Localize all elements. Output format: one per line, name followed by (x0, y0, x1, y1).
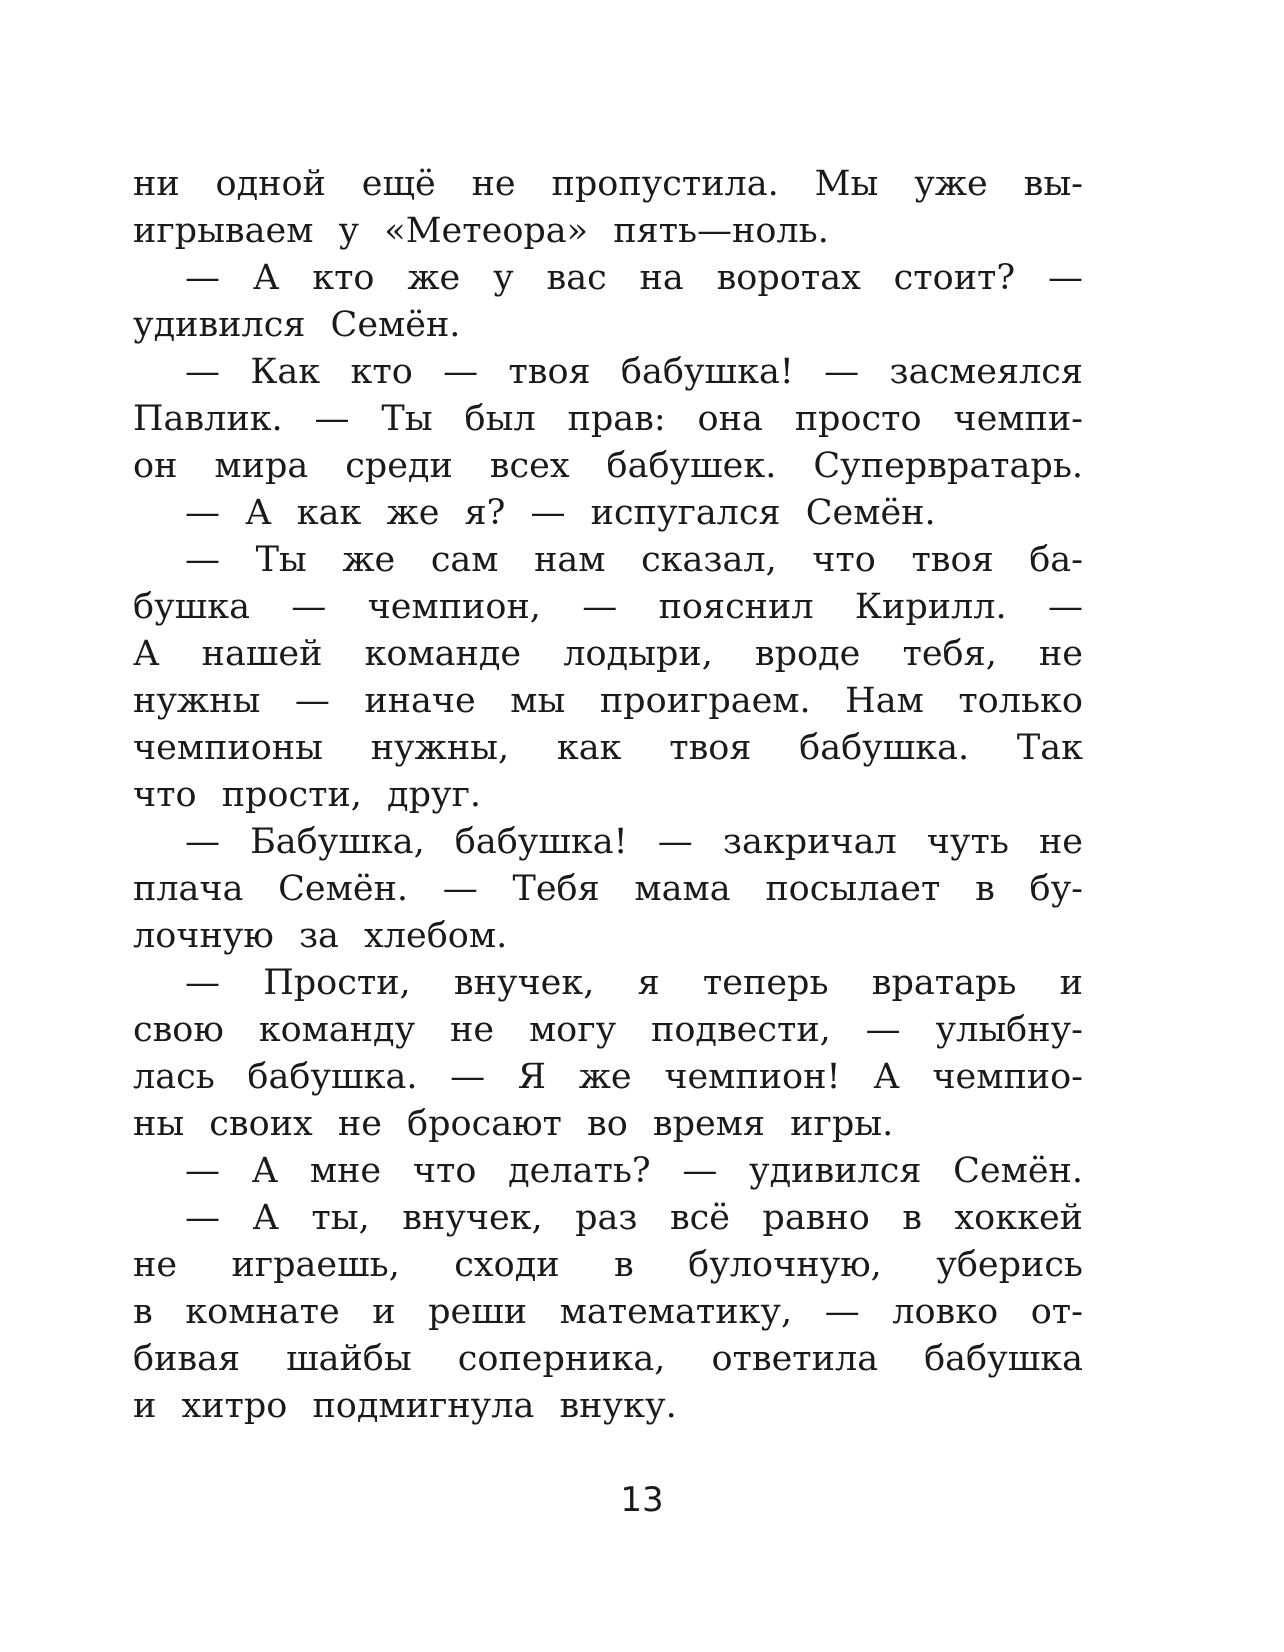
text-line: А нашей команде лодыри, вроде тебя, не (133, 634, 1083, 674)
story-text (133, 161, 1083, 1430)
text-line: — А как же я? — испугался Семён. (185, 493, 936, 533)
text-line: бушка — чемпион, — пояснил Кирилл. — (133, 587, 1083, 627)
text-line: ны своих не бросают во время игры. (133, 1104, 894, 1144)
text-line: — А мне что делать? — удивился Семён. (185, 1151, 1083, 1191)
text-line: игрываем у «Метеора» пять—ноль. (133, 211, 829, 251)
text-line: — А ты, внучек, раз всё равно в хоккей (185, 1198, 1083, 1238)
text-line: — Прости, внучек, я теперь вратарь и (185, 963, 1083, 1003)
text-line: — А кто же у вас на воротах стоит? — (185, 258, 1083, 298)
page-number: 13 (620, 1480, 664, 1520)
text-line: что прости, друг. (133, 775, 482, 815)
text-line: — Как кто — твоя бабушка! — засмеялся (185, 352, 1083, 392)
text-line: — Ты же сам нам сказал, что твоя ба- (185, 540, 1083, 580)
text-line: нужны — иначе мы проиграем. Нам только (133, 681, 1083, 721)
text-line: он мира среди всех бабушек. Супервратарь. (133, 446, 1083, 486)
text-line: удивился Семён. (133, 305, 461, 345)
text-line: — Бабушка, бабушка! — закричал чуть не (185, 822, 1083, 862)
text-line: чемпионы нужны, как твоя бабушка. Так (133, 728, 1083, 768)
text-line: бивая шайбы соперника, ответила бабушка (133, 1339, 1083, 1379)
text-line: и хитро подмигнула внуку. (133, 1386, 677, 1426)
text-line: ни одной ещё не пропустила. Мы уже вы- (133, 164, 1083, 204)
text-line: Павлик. — Ты был прав: она просто чемпи- (133, 399, 1083, 439)
text-line: плача Семён. — Тебя мама посылает в бу- (133, 869, 1083, 909)
text-line: лась бабушка. — Я же чемпион! А чемпио- (133, 1057, 1083, 1097)
text-line: в комнате и реши математику, — ловко от- (133, 1292, 1083, 1332)
text-line: не играешь, сходи в булочную, уберись (133, 1245, 1083, 1285)
text-line: лочную за хлебом. (133, 916, 508, 956)
text-line: свою команду не могу подвести, — улыбну- (133, 1010, 1083, 1050)
